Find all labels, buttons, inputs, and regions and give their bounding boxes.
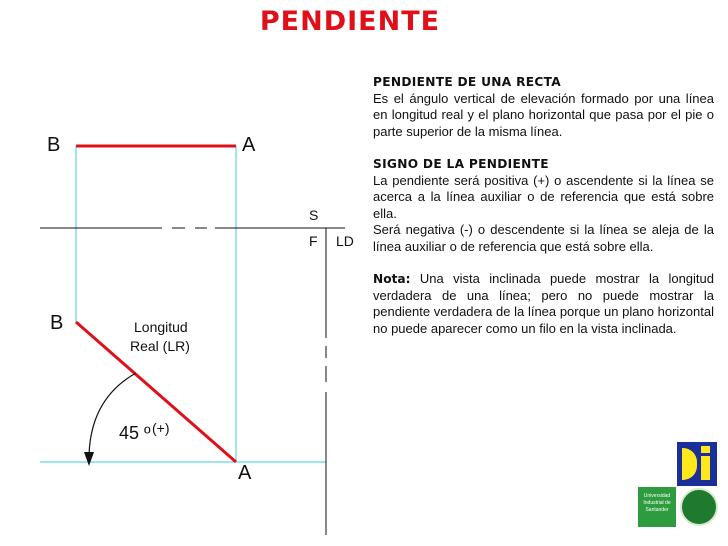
true-length-label-line2: Real (LR) <box>130 338 190 354</box>
fold-label-ld: LD <box>336 233 354 249</box>
angle-value: 45 º <box>119 423 151 443</box>
uis-logo: Universidad Industrial de Santander <box>638 487 676 527</box>
paragraph-negative: Será negativa (-) o descendente si la línea se aleja de la línea auxiliar o de referencia que está sobre ella. <box>373 222 714 254</box>
note-text: Una vista inclinada puede mostrar la longitud verdadera de una línea; pero no puede mostrar la pendiente verdadera de la línea porque un plano horizontal no puede aparecer como un filo en la vista inclinada. <box>373 271 714 336</box>
true-length-label-line1: Longitud <box>134 319 188 335</box>
slope-sign: (+) <box>152 420 170 436</box>
label-b-lower: B <box>50 312 64 334</box>
label-b-top: B <box>47 134 61 156</box>
label-a-bottom: A <box>238 462 252 484</box>
label-a-top: A <box>242 134 256 156</box>
explanation-text <box>373 74 714 337</box>
note-label: Nota: <box>373 272 411 286</box>
paragraph-positive: La pendiente será positiva (+) o ascendente si la línea se acerca a la línea auxiliar o de referencia que está sobre ella. <box>373 172 714 221</box>
angle-arc <box>89 373 136 462</box>
paragraph-definition: Es el ángulo vertical de elevación formado por una línea en longitud real y el plano horizontal que pasa por el pie o parte superior de la misma línea. <box>373 90 714 139</box>
heading-slope-of-line: PENDIENTE DE UNA RECTA <box>373 75 562 89</box>
paragraph-note <box>373 271 714 337</box>
university-seal-icon <box>680 488 718 526</box>
fold-label-f: F <box>309 233 318 249</box>
fold-label-s: S <box>309 207 319 223</box>
angle-arrowhead <box>84 452 94 466</box>
heading-slope-sign: SIGNO DE LA PENDIENTE <box>373 157 549 171</box>
di-logo-icon <box>677 442 717 486</box>
page-title: PENDIENTE <box>259 6 441 37</box>
